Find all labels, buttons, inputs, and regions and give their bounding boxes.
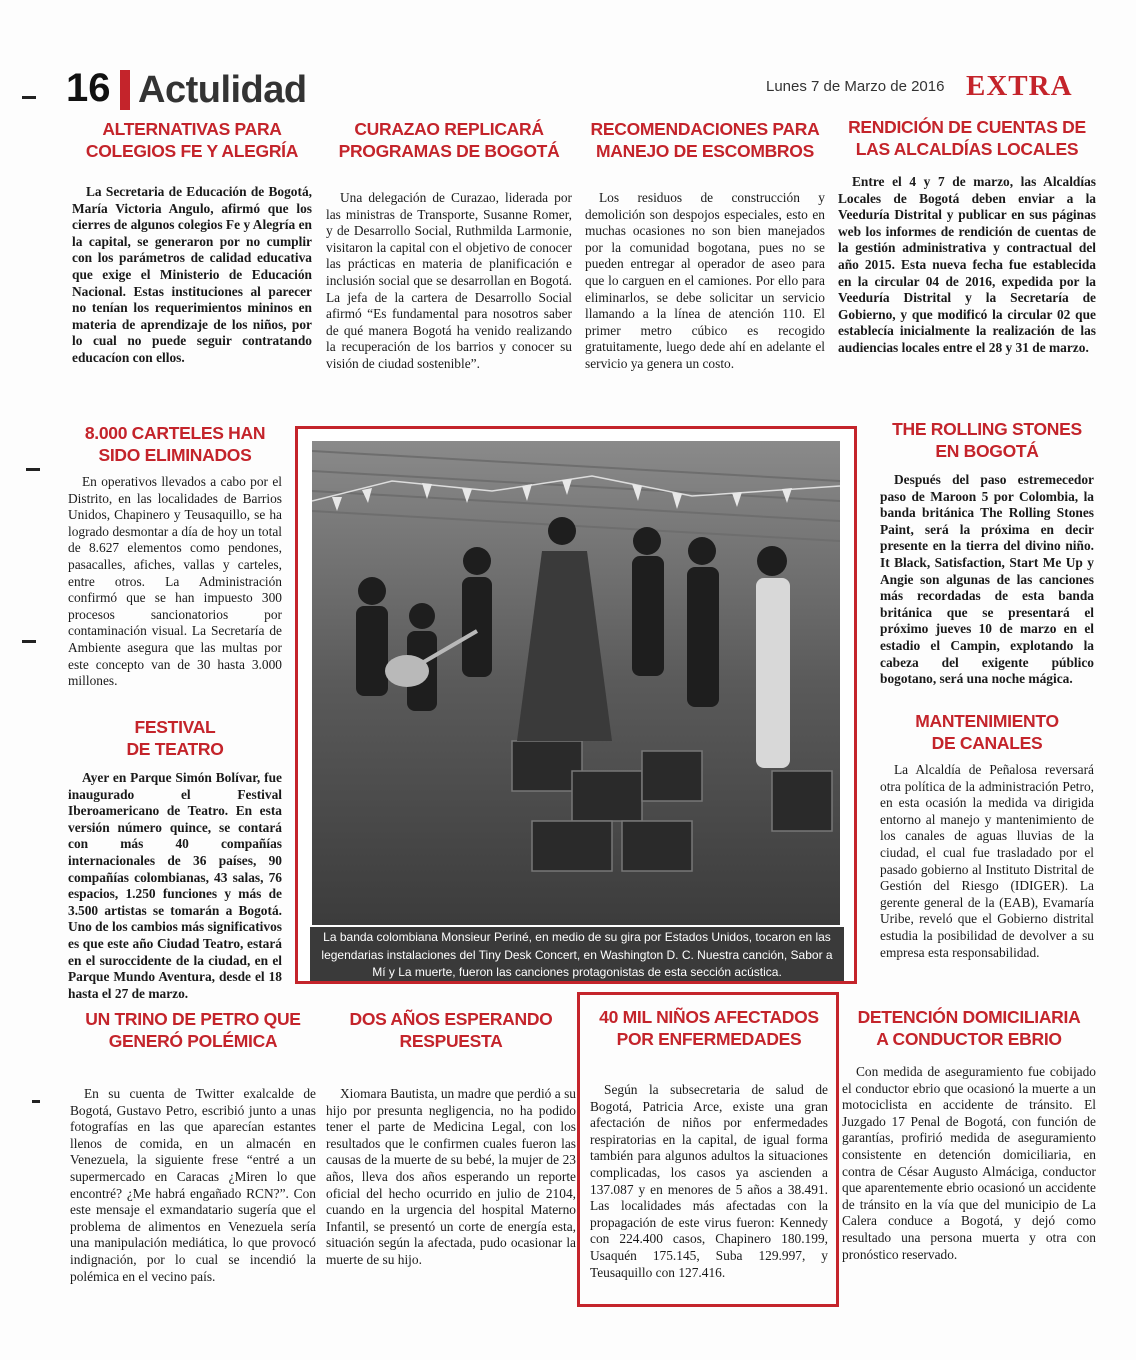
margin-mark	[26, 468, 40, 471]
band-photo-illustration	[312, 441, 840, 925]
headline: RECOMENDACIONES PARA MANEJO DE ESCOMBROS	[590, 119, 820, 161]
article-body: En su cuenta de Twitter exalcalde de Bogotá, Gustavo Petro, escribió junto a unas fotografías en las que aparecían estantes llenos de comida, en un almacén en Venezuela, la siguiente frese “entré a un supermercado en Caracas ¿Miren lo que encontré? ¿Me habrá engañado RCN?”. Con este mensaje el exmandatario sugería que el problema de alimentos en Venezuela sería una manipulación mediática, lo que provocó indignación, por lo cual se incendió la polémica en el vecino país.	[70, 1086, 316, 1284]
headline: 40 MIL NIÑOS AFECTADOS POR ENFERMEDADES	[599, 1007, 819, 1049]
band-photo	[312, 441, 840, 925]
article-ninos	[590, 1006, 828, 1281]
article-body: Según la subsecretaria de salud de Bogotá, Patricia Arce, existe una gran afectación de niños por enfermedades respiratorias en la capital, de igual forma también para algunos adultos la situaciones complicadas, los casos ya ascienden a 137.087 y en menores de 5 años a 38.491. Las localidades más afectadas con la propagación de este virus fueron: Kennedy con 224.400 casos, Chapinero 180.199, Usaquén 175.145, Suba 129.997, y Teusaquillo con 127.416.	[590, 1082, 828, 1280]
issue-date: Lunes 7 de Marzo de 2016	[766, 78, 945, 95]
margin-mark	[22, 96, 36, 99]
article-curazao	[326, 118, 572, 373]
article-body: Ayer en Parque Simón Bolívar, fue inaugurado el Festival Iberoamericano de Teatro. En esta versión número quince, se contará con más 40 compañías internacionales de 36 países, 90 compañías colombianas, 43 salas, 76 espacios, 1.250 funciones y más de 3.500 artistas se tomarán a Bogotá. Uno de los cambios más significativos es que este año Ciudad Teatro, estará en el suroccidente de la ciudad, en el Parque Mundo Aventura, desde el 18 hasta el 27 de marzo.	[68, 770, 282, 1001]
headline: RENDICIÓN DE CUENTAS DE LAS ALCALDÍAS LOCALES	[848, 117, 1086, 159]
article-body: Entre el 4 y 7 de marzo, las Alcaldías Locales de Bogotá deben enviar a la Veeduría Distrital y publicar en sus páginas web los informes de rendición de cuentas de la gestión administrativa y contractual del año 2015. Esta nueva fecha fue establecida en la circular 04 de 2016, expedida por la Veeduría Distrital y la Secretaría de Gobierno, y que modificó la circular 02 que establecía inicialmente la realización de las audiencias locales entre el 28 y 31 de marzo.	[838, 174, 1096, 355]
headline: THE ROLLING STONES EN BOGOTÁ	[892, 419, 1082, 461]
headline: DOS AÑOS ESPERANDO RESPUESTA	[349, 1009, 553, 1051]
article-rolling-stones	[880, 418, 1094, 688]
headline: FESTIVAL DE TEATRO	[126, 717, 224, 759]
article-body: Una delegación de Curazao, liderada por las ministras de Transporte, Susanne Romer, y de Desarrollo Social, Ruthmilda Larmonie, visitaron la capital con el objetivo de conocer las prácticas en materia de planificación e inclusión social que se desarrollan en Bogotá. La jefa de la cartera de Desarrollo Social afirmó “Es fundamental para nosotros saber de qué manera Bogotá ha venido realizando la recuperación de los barrios y conocer su visión de ciudad sostenible”.	[326, 190, 572, 371]
newspaper-logo: EXTRA	[966, 70, 1073, 102]
headline: ALTERNATIVAS PARA COLEGIOS FE Y ALEGRÍA	[85, 119, 299, 161]
article-body: En operativos llevados a cabo por el Distrito, en las localidades de Barrios Unidos, Chapinero y Teusaquillo, se ha logrado desmontar a día de hoy un total de 8.627 elementos como pendones, pasacalles, afiches, vallas y carteles, entre otros. La Administración confirmó que se han impuesto 300 procesos sancionatorios por contaminación visual. La Secretaría de Ambiente asegura que las multas por este concepto van de 30 hasta 3.000 millones.	[68, 474, 282, 689]
article-escombros	[585, 118, 825, 373]
photo-frame	[295, 426, 857, 984]
page-number: 16	[66, 66, 111, 110]
article-body: Xiomara Bautista, un madre que perdió a su hijo por presunta negligencia, no ha podido tener el parte de Medicina Legal, con los resultados que le confirmen cuales fueron las causas de la muerte de su bebé, la mujer de 23 años, lleva dos años esperando un reporte oficial del hecho ocurrido en julio de 2104, cuando en la urgencia del hospital Materno Infantil, se presentó un corte de energía esta, situación según la afectada, pudo ocasionar la muerte de su hijo.	[326, 1086, 576, 1267]
headline: 8.000 CARTELES HAN SIDO ELIMINADOS	[84, 423, 266, 465]
article-body: La Secretaria de Educación de Bogotá, María Victoria Angulo, afirmó que los cierres de algunos colegios Fe y Alegría en la capital, se generaron por no cumplir con los parámetros de calidad educativa que exige el Ministerio de Educación Nacional. Estas instituciones al parecer no tenían los requerimientos mininos en materia de aprendizaje de los niños, por lo cual no puede seguir contratando educacíon con ellos.	[72, 184, 312, 365]
headline: UN TRINO DE PETRO QUE GENERÓ POLÉMICA	[85, 1009, 301, 1051]
page-header	[62, 66, 1092, 112]
headline: CURAZAO REPLICARÁ PROGRAMAS DE BOGOTÁ	[338, 119, 560, 161]
article-festival	[68, 716, 282, 1002]
article-fe-y-alegria	[72, 118, 312, 367]
article-petro	[70, 1008, 316, 1285]
margin-mark	[32, 1100, 40, 1103]
article-body: La Alcaldía de Peñalosa reversará otra política de la administración Petro, en esta ocasión la medida va dirigida entorno al manejo y mantenimiento de los canales de aguas lluvias de la ciudad, el cual fue trasladado por el pasado gobierno al Instituto Distrital de Gestión del Riesgo (IDIGER). La gerente general de la (EAB), Evamaría Uribe, reveló que el Gobierno distrital estudia la posibilidad de devolver a su empresa esta responsabilidad.	[880, 762, 1094, 960]
article-body: Después del paso estremecedor paso de Maroon 5 por Colombia, la banda británica The Rolling Stones Paint, será la próxima en decir presente en la tierra del divino niño. It Black, Satisfaction, Start Me Up y Angie son algunas de las canciones más recordadas de esta banda británica que se presentará el próximo jueves 10 de marzo en el estadio el Campin, explotando la cabeza del exigente público bogotano, será una noche mágica.	[880, 472, 1094, 687]
article-dos-anos	[326, 1008, 576, 1269]
article-body: Con medida de aseguramiento fue cobijado el conductor ebrio que ocasionó la muerte a un motociclista en accidente de tránsito. El Juzgado 17 Penal de Bogotá, con función de garantías, profirió medida de aseguramiento consistente en detención domiciliaria, en contra de César Augusto Almáciga, conductor que aparentemente ebrio ocasionó un accidente de tránsito en la vía que del municipio de La Calera conduce a Bogotá, y dejó como resultado una persona muerta y otra con pronóstico reservado.	[842, 1064, 1096, 1262]
article-detencion	[842, 1006, 1096, 1263]
article-body: Los residuos de construcción y demolición son despojos especiales, esto en muchas ocasiones no son bien manejados por la comunidad bogotana, pues no se pueden entregar al operador de aseo para que lo carguen en el camiones. Por ello para eliminarlos, se debe solicitar un servicio llamando a la línea de atención 110. El primer metro cúbico es recogido gratuitamente, luego dede ahí en adelante el servicio ya genera un costo.	[585, 190, 825, 371]
section-bar	[120, 70, 130, 110]
headline: MANTENIMIENTO DE CANALES	[915, 711, 1059, 753]
margin-mark	[22, 640, 36, 643]
article-rendicion	[838, 116, 1096, 357]
headline: DETENCIÓN DOMICILIARIA A CONDUCTOR EBRIO	[857, 1007, 1081, 1049]
article-canales	[880, 710, 1094, 961]
article-carteles	[68, 422, 282, 690]
photo-caption: La banda colombiana Monsieur Periné, en medio de su gira por Estados Unidos, tocaron en las legendarias instalaciones del Tiny Desk Concert, en Washington D. C. Nuestra canción, Sabor a Mí y La muerte, fueron las canciones protagonistas de esta sección acústica.	[310, 927, 844, 981]
section-title: Actulidad	[138, 69, 307, 111]
